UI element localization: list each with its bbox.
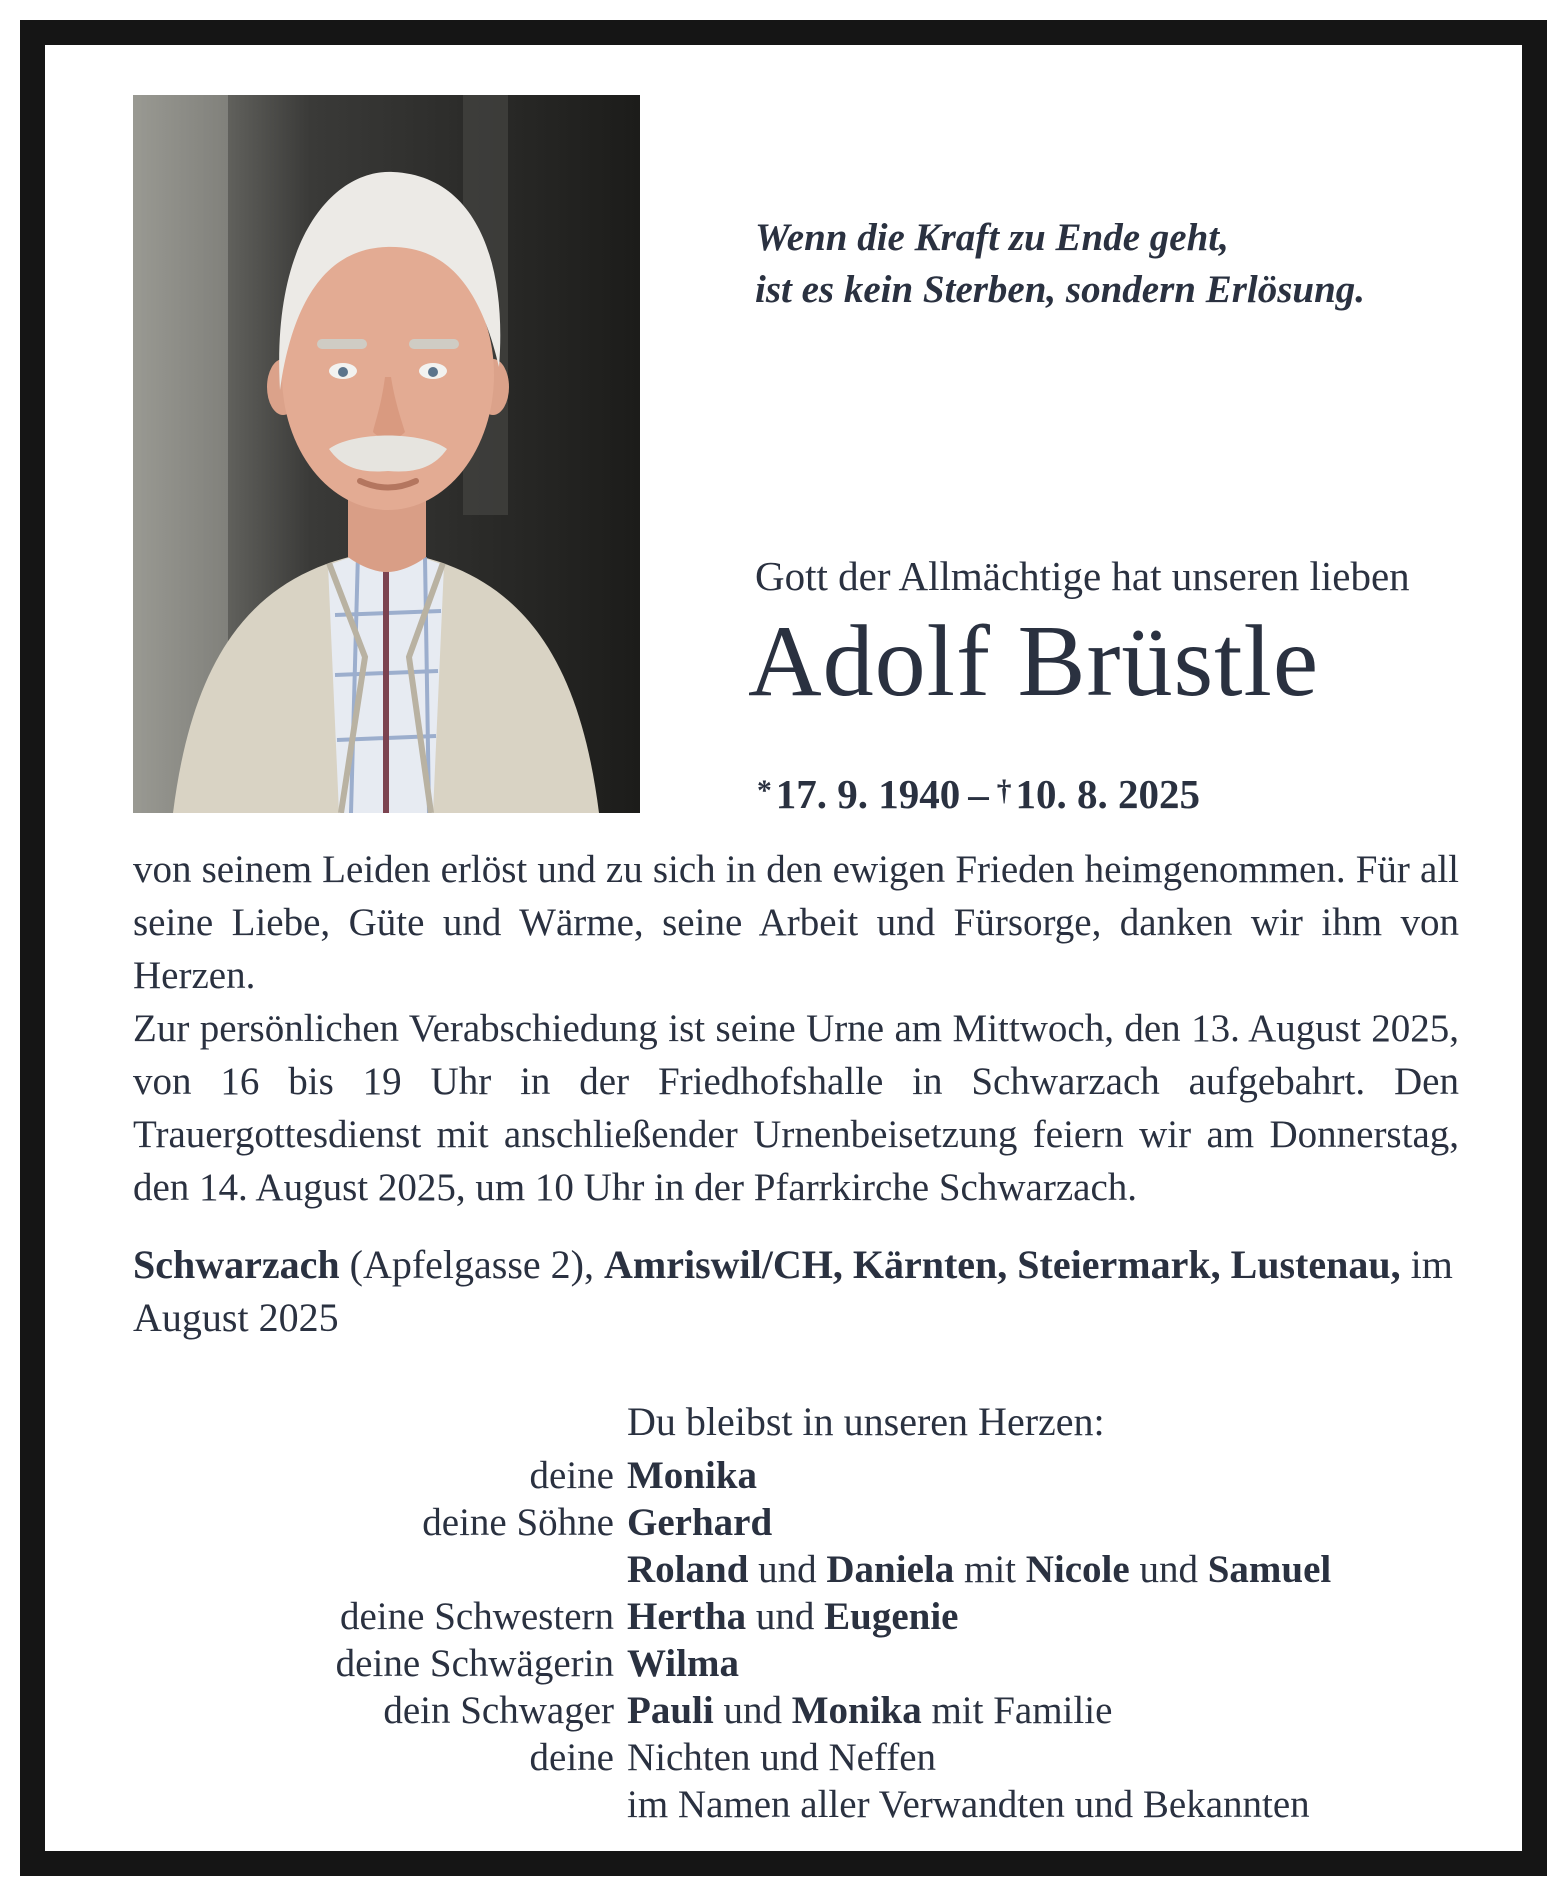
family-names: Roland und Daniela mit Nicole und Samuel: [627, 1548, 1332, 1591]
portrait-photo-illustration: [133, 95, 640, 813]
family-names: Pauli und Monika mit Familie: [627, 1689, 1113, 1732]
dates-separator: –: [968, 771, 989, 817]
family-relation-label: deine Söhne: [422, 1501, 614, 1544]
opening-quote-line-2: ist es kein Sterben, sondern Erlösung.: [755, 268, 1366, 311]
family-names: Gerhard: [627, 1501, 773, 1544]
family-names: Hertha und Eugenie: [627, 1595, 959, 1638]
obituary-body: [133, 843, 1459, 1214]
family-relation-label: [133, 1781, 614, 1828]
family-relation-label: deine Schwägerin: [335, 1642, 614, 1685]
family-names: im Namen aller Verwandten und Bekannten: [627, 1783, 1310, 1826]
family-relation-label: dein Schwager: [383, 1689, 614, 1732]
family-relation-label: [133, 1546, 614, 1593]
family-names: Monika: [627, 1454, 758, 1497]
death-date: 10. 8. 2025: [1015, 771, 1201, 817]
body-paragraph-1: von seinem Leiden erlöst und zu sich in den ewigen Frieden heimgenommen. Für all seine Liebe, Güte und Wärme, seine Arbeit und Fürsorge, danken wir ihm von Herzen.: [133, 848, 1459, 997]
family-relation-label: deine: [529, 1736, 614, 1779]
deceased-name: Adolf Brüstle: [748, 605, 1320, 718]
birth-date: 17. 9. 1940: [775, 771, 961, 817]
family-list: [133, 1452, 1459, 1828]
family-relation-label: deine Schwestern: [340, 1595, 614, 1638]
opening-quote: [755, 212, 1365, 316]
places-line: Schwarzach (Apfelgasse 2), Amriswil/CH, Kärnten, Steiermark, Lustenau, im August 2025: [133, 1242, 1453, 1340]
intro-line: Gott der Allmächtige hat unseren lieben: [755, 553, 1410, 599]
portrait-photo: [133, 95, 640, 813]
farewell-heading: Du bleibst in unseren Herzen:: [627, 1399, 1105, 1444]
family-names: Wilma: [627, 1642, 739, 1685]
birth-symbol: *: [757, 775, 772, 807]
body-paragraph-2: Zur persönlichen Verabschiedung ist seine Urne am Mittwoch, den 13. August 2025, von 16 bis 19 Uhr in der Friedhofshalle in Schwarzach aufgebahrt. Den Trauergottesdienst mit anschließender Urnenbeisetzung feiern wir am Donnerstag, den 14. August 2025, um 10 Uhr in der Pfarrkirche Schwarzach.: [133, 1007, 1459, 1209]
death-symbol: †: [996, 775, 1012, 807]
life-dates: [757, 770, 1200, 818]
family-names: Nichten und Neffen: [627, 1736, 937, 1779]
family-relation-label: deine: [529, 1454, 614, 1497]
opening-quote-line-1: Wenn die Kraft zu Ende geht,: [755, 216, 1229, 259]
